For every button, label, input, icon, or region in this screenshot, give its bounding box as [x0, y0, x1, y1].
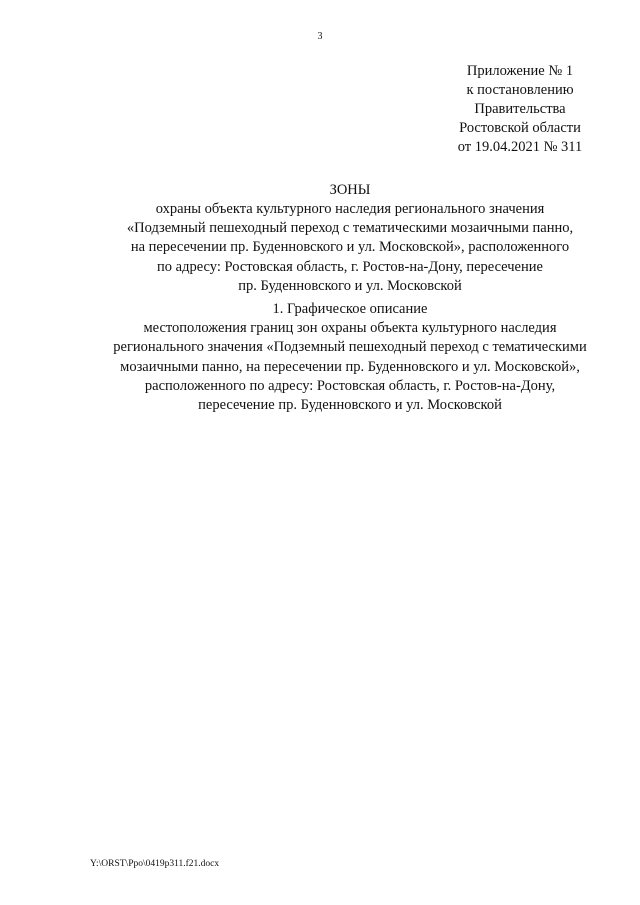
section-graphic-description [0, 300, 640, 415]
section-line: регионального значения «Подземный пешеходный переход с тематическими [113, 339, 587, 356]
appendix-line: к постановлению [466, 82, 574, 98]
appendix-block [440, 62, 600, 157]
document-title: ЗОНЫ [329, 182, 371, 198]
subtitle-line: на пересечении пр. Буденновского и ул. Московской», расположенного [130, 239, 570, 256]
subtitle-line: охраны объекта культурного наследия регионального значения [155, 201, 545, 217]
appendix-line: Правительства [474, 101, 566, 117]
appendix-line: от 19.04.2021 № 311 [457, 139, 583, 155]
section-heading: 1. Графическое описание [272, 301, 428, 317]
page-number: 3 [317, 31, 323, 42]
section-line: расположенного по адресу: Ростовская область, г. Ростов-на-Дону, [144, 377, 556, 394]
footer-file-path: Y:\ORST\Ppo\0419p311.f21.docx [90, 859, 220, 869]
subtitle-line: пр. Буденновского и ул. Московской [238, 277, 462, 294]
section-line: местоположения границ зон охраны объекта культурного наследия [143, 320, 557, 337]
document-subtitle [0, 200, 640, 296]
section-line: пересечение пр. Буденновского и ул. Московской [198, 397, 502, 414]
subtitle-line: по адресу: Ростовская область, г. Ростов-на-Дону, пересечение [157, 258, 543, 275]
subtitle-line: «Подземный пешеходный переход с тематическими мозаичными панно, [126, 220, 574, 237]
appendix-line: Ростовской области [459, 120, 581, 136]
appendix-line: Приложение № 1 [466, 63, 574, 79]
section-line: мозаичными панно, на пересечении пр. Буденновского и ул. Московской», [120, 358, 580, 375]
